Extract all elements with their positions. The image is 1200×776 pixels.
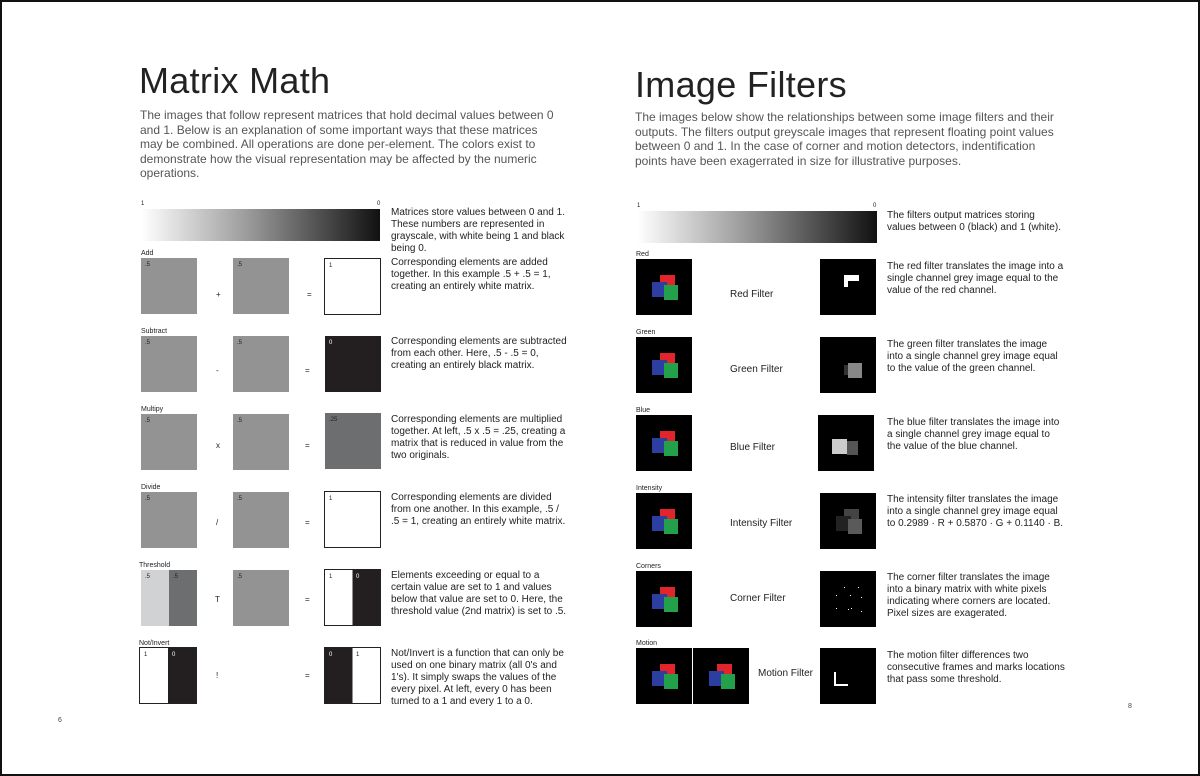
motion-filter-description: The motion filter differences two consecutive frames and marks locations that pass some threshold. <box>887 650 1065 685</box>
filter-name-green: Green Filter <box>730 364 783 375</box>
matrix-a: .5 <box>141 336 197 392</box>
matrix-result-white: 1 <box>324 258 381 315</box>
matrix-b: .5 <box>233 336 289 392</box>
filter-name-intensity: Intensity Filter <box>730 518 793 529</box>
multiply-label: Multipy <box>141 406 164 413</box>
blue-filter-description: The blue filter translates the image into a single channel grey image equal to the value of the blue channel. <box>887 417 1060 452</box>
grayscale-gradient-bar <box>141 209 380 241</box>
page-title-matrix-math: Matrix Math <box>139 60 331 101</box>
filter-name-corner: Corner Filter <box>730 593 786 604</box>
equals-sign: = <box>305 366 310 375</box>
add-description: Corresponding elements are added together. In this example .5 + .5 = 1, creating an entirely white matrix. <box>391 257 551 292</box>
corner-filter-output <box>820 571 876 627</box>
invert-description: Not/Invert is a function that can only be used on one binary matrix (all 0's and 1's). It simply swaps the values of the every pixel. At left, every 0 has been turned to a 1 and every 1 to a 0. <box>391 648 564 707</box>
blue-filter-output <box>818 415 874 471</box>
equals-sign: = <box>305 671 310 680</box>
rgb-source-image <box>636 571 692 627</box>
threshold-label: Threshold <box>139 562 171 569</box>
threshold-description: Elements exceeding or equal to a certain value are set to 1 and values below that value are set to 0. Here, the threshold value (2nd matrix) is set to .5. <box>391 570 567 617</box>
matrix-result-binary: 1 0 <box>324 569 381 626</box>
page-number-left: 6 <box>58 717 62 724</box>
operator-threshold: T <box>215 595 220 604</box>
filter-name-red: Red Filter <box>730 289 774 300</box>
divide-description: Corresponding elements are divided from one another. In this example, .5 / .5 = 1, creating an entirely white matrix. <box>391 492 566 527</box>
subtract-label: Subtract <box>141 328 168 335</box>
corners-label: Corners <box>636 563 661 570</box>
scale-description: The filters output matrices storing values between 0 (black) and 1 (white). <box>887 210 1061 233</box>
operator-divide: / <box>216 518 219 527</box>
grayscale-gradient-bar <box>637 211 877 243</box>
operator-multiply: x <box>216 441 220 450</box>
matrix-a: .5 <box>141 414 197 470</box>
filter-name-blue: Blue Filter <box>730 442 776 453</box>
matrix-a-right-half: .5 <box>169 570 197 626</box>
rgb-source-image <box>636 493 692 549</box>
operator-plus: + <box>216 290 221 299</box>
filter-name-motion: Motion Filter <box>758 668 814 679</box>
green-filter-output <box>820 337 876 393</box>
rgb-source-image <box>636 259 692 315</box>
rgb-source-image <box>636 337 692 393</box>
red-label: Red <box>636 251 649 258</box>
matrix-b: .5 <box>233 414 289 470</box>
intro-paragraph-right: The images below show the relationships between some image filters and their outputs. The filters output greyscale images that represent floating point values between 0 and 1. In the case of corner and motion detectors, indentification points have been exagerrated in size for illustrative purposes. <box>635 110 1054 168</box>
operator-minus: - <box>216 366 219 375</box>
scale-label-zero: 0 <box>377 201 381 207</box>
matrix-b: .5 <box>233 258 289 314</box>
intensity-filter-description: The intensity filter translates the image into a single channel grey image equal to 0.2989 · R + 0.5870 · G + 0.1140 · B. <box>887 494 1064 529</box>
blue-label: Blue <box>636 407 651 414</box>
scale-label-one: 1 <box>141 201 145 207</box>
scale-label-zero: 0 <box>873 203 877 209</box>
motion-filter-output <box>820 648 876 704</box>
page-title-image-filters: Image Filters <box>635 64 847 105</box>
equals-sign: = <box>305 518 310 527</box>
matrix-b: .5 <box>233 492 289 548</box>
motion-frame-one <box>636 648 692 704</box>
matrix-result-white: 1 <box>324 491 381 548</box>
corner-filter-description: The corner filter translates the image into a binary matrix with white pixels indicating where corners are located. Pixel sizes are exagerated. <box>887 572 1051 619</box>
matrix-a: .5 <box>141 258 197 314</box>
matrix-a-left-half: .5 <box>141 570 169 626</box>
green-label: Green <box>636 329 656 336</box>
matrix-binary-result: 0 1 <box>324 647 381 704</box>
page-number-right: 8 <box>1128 703 1132 710</box>
add-label: Add <box>141 250 154 257</box>
equals-sign: = <box>305 595 310 604</box>
intensity-label: Intensity <box>636 485 663 492</box>
matrix-result-quarter: .25 <box>325 413 381 469</box>
matrix-result-black: 0 <box>325 336 381 392</box>
intro-paragraph-left: The images that follow represent matrices that hold decimal values between 0 and 1. Below is an explanation of some important ways that these matrices may be combined. All operations are done per-element. The colors exist to demonstrate how the visual representation may be affected by the numeric operations. <box>140 108 554 180</box>
red-filter-description: The red filter translates the image into a single channel grey image equal to the value of the red channel. <box>887 261 1064 296</box>
green-filter-description: The green filter translates the image into a single channel grey image equal to the value of the green channel. <box>887 339 1058 374</box>
matrix-a: .5 <box>141 492 197 548</box>
equals-sign: = <box>307 290 312 299</box>
matrix-binary-input: 1 0 <box>139 647 197 704</box>
equals-sign: = <box>305 441 310 450</box>
red-filter-output <box>820 259 876 315</box>
motion-frame-two <box>693 648 749 704</box>
subtract-description: Corresponding elements are subtracted from each other. Here, .5 - .5 = 0, creating an entirely black matrix. <box>391 336 567 371</box>
multiply-description: Corresponding elements are multiplied together. At left, .5 x .5 = .25, creating a matrix that is reduced in value from the two originals. <box>391 414 566 461</box>
invert-label: Not/Invert <box>139 640 170 647</box>
matrix-b: .5 <box>233 570 289 626</box>
rgb-source-image <box>636 415 692 471</box>
intensity-filter-output <box>820 493 876 549</box>
operator-not: ! <box>216 671 219 680</box>
divide-label: Divide <box>141 484 161 491</box>
scale-description: Matrices store values between 0 and 1. These numbers are represented in grayscale, with white being 1 and black being 0. <box>391 207 565 254</box>
scale-label-one: 1 <box>637 203 641 209</box>
motion-label: Motion <box>636 640 658 647</box>
